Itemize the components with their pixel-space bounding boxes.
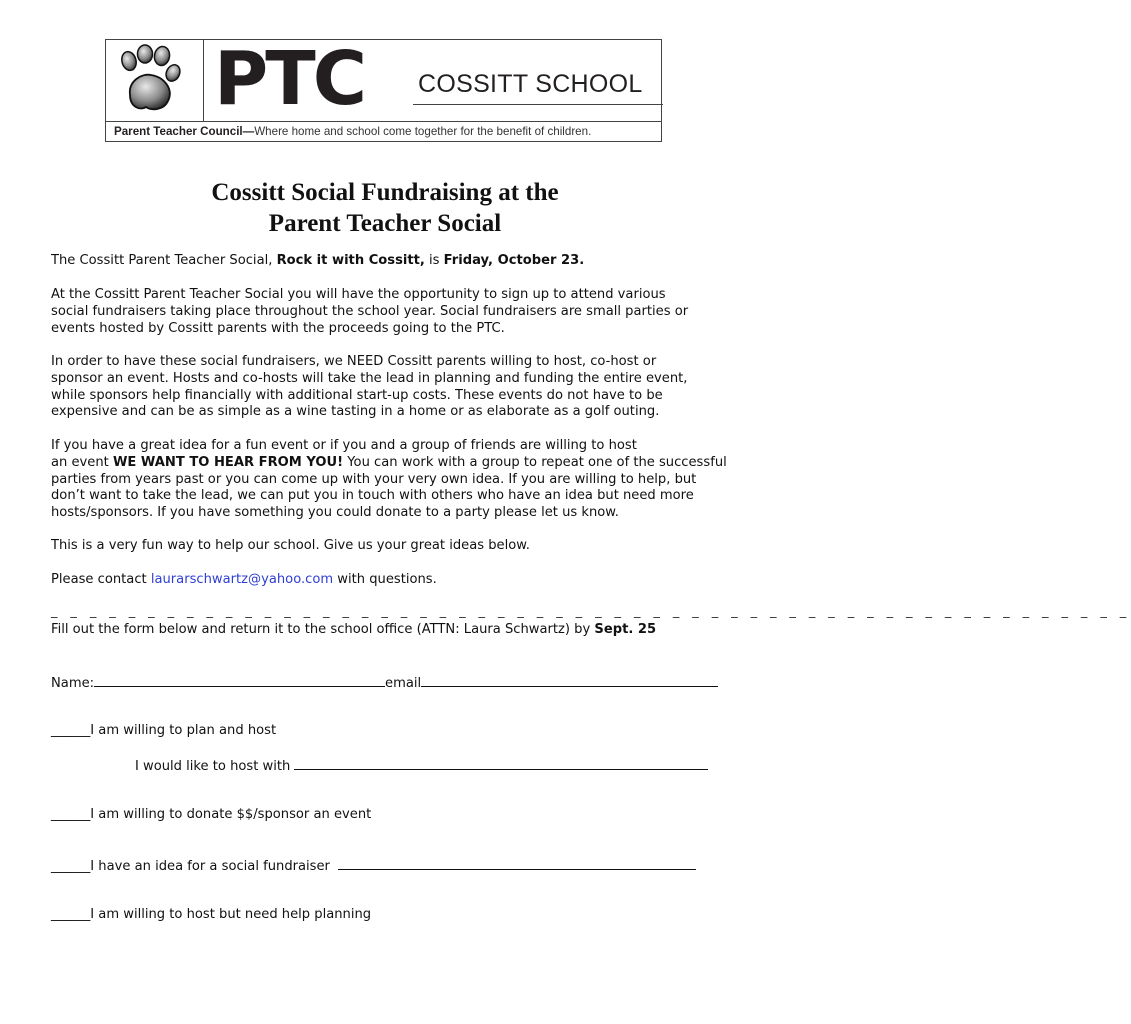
event-name: Rock it with Cossitt, (276, 253, 425, 268)
hosts-paragraph (51, 354, 741, 421)
para4-line: don’t want to take the lead, we can put you in touch with others who have an idea but need more (51, 488, 694, 504)
title-line-2: Parent Teacher Social (268, 210, 502, 237)
para3-line: expensive and can be as simple as a wine tasting in a home or as elaborate as a golf outing. (51, 404, 660, 420)
name-email-row (51, 674, 741, 693)
tagline-org: Parent Teacher Council— (114, 125, 255, 138)
option-plan-host (51, 723, 741, 740)
host-with-row (135, 757, 825, 776)
form-instruction (51, 622, 741, 639)
option-donate (51, 807, 741, 824)
donate-label: I am willing to donate $$/sponsor an event (90, 807, 372, 822)
event-date: Friday, October 23. (443, 253, 585, 268)
contact-pre: Please contact (51, 572, 151, 587)
header-tagline-bar (106, 121, 661, 143)
need-help-label: I am willing to host but need help planning (90, 907, 372, 922)
para4-line: parties from years past or you can come up with your very own idea. If you are willing to help, but (51, 471, 697, 487)
para4-line: If you have a great idea for a fun event or if you and a group of friends are willing to host (51, 438, 637, 453)
school-underline (413, 104, 663, 105)
intro-paragraph (51, 253, 741, 270)
plan-host-label: I am willing to plan and host (90, 723, 277, 738)
host-with-label: I would like to host with (135, 759, 291, 774)
option-idea (51, 857, 741, 876)
contact-paragraph (51, 572, 741, 589)
cut-line: _ _ _ _ _ _ _ _ _ _ _ _ _ _ _ _ _ _ _ _ _ _ _ _ _ _ _ _ _ _ _ _ _ _ _ _ _ _ _ _ _ _ _ _ _ _ _ _ _ _ _ _ _ _ _ _ (51, 604, 1131, 619)
email-field[interactable] (421, 674, 718, 687)
ptc-header (105, 36, 662, 142)
para3-line: sponsor an event. Hosts and co-hosts will take the lead in planning and funding the entire event, (51, 370, 688, 386)
para4-line (51, 455, 741, 472)
title-line-1: Cossitt Social Fundraising at the (211, 179, 559, 206)
para2-line: At the Cossitt Parent Teacher Social you will have the opportunity to sign up to attend various (51, 287, 666, 302)
name-label: Name: (51, 676, 95, 691)
para4-line2-pre: an event (51, 454, 113, 470)
idea-label: I have an idea for a social fundraiser (90, 859, 330, 874)
name-field[interactable] (94, 674, 385, 687)
contact-post: with questions. (333, 572, 437, 587)
need-help-blank[interactable]: ______ (51, 907, 91, 922)
instruction-text: Fill out the form below and return it to the school office (ATTN: Laura Schwartz) by (51, 622, 595, 637)
option-need-help (51, 907, 741, 924)
tagline (114, 125, 591, 138)
para3-line: In order to have these social fundraisers, we NEED Cossitt parents willing to host, co-host or (51, 354, 657, 369)
donate-blank[interactable]: ______ (51, 807, 91, 822)
intro-mid: is (424, 253, 444, 268)
due-date: Sept. 25 (594, 622, 657, 637)
idea-field[interactable] (338, 857, 696, 870)
para2-line: events hosted by Cossitt parents with the proceeds going to the PTC. (51, 320, 505, 336)
ideas-paragraph (51, 438, 741, 522)
tagline-text: Where home and school come together for the benefit of children. (254, 125, 592, 138)
school-name: COSSITT SCHOOL (418, 70, 643, 98)
opportunity-paragraph (51, 287, 741, 337)
ptc-logo-text: PTC (214, 36, 365, 122)
page-title (0, 177, 770, 239)
header-top (106, 36, 661, 122)
logo-divider (203, 40, 204, 121)
para2-line: social fundraisers taking place throughout the school year. Social fundraisers are small parties or (51, 303, 689, 319)
para4-line: hosts/sponsors. If you have something you could donate to a party please let us know. (51, 505, 619, 521)
para3-line: while sponsors help financially with additional start-up costs. These events do not have to be (51, 387, 663, 403)
para4-line2-post: You can work with a group to repeat one of the successful (343, 454, 727, 470)
email-label: email (385, 676, 422, 691)
paw-print-icon (116, 45, 181, 115)
hear-from-you: WE WANT TO HEAR FROM YOU! (112, 454, 344, 470)
idea-blank[interactable]: ______ (51, 859, 91, 874)
email-link[interactable]: laurarschwartz@yahoo.com (150, 572, 334, 587)
host-with-field[interactable] (294, 757, 708, 770)
fun-way-paragraph: This is a very fun way to help our school. Give us your great ideas below. (51, 538, 530, 553)
intro-pre: The Cossitt Parent Teacher Social, (51, 253, 277, 268)
plan-host-blank[interactable]: ______ (51, 723, 91, 738)
